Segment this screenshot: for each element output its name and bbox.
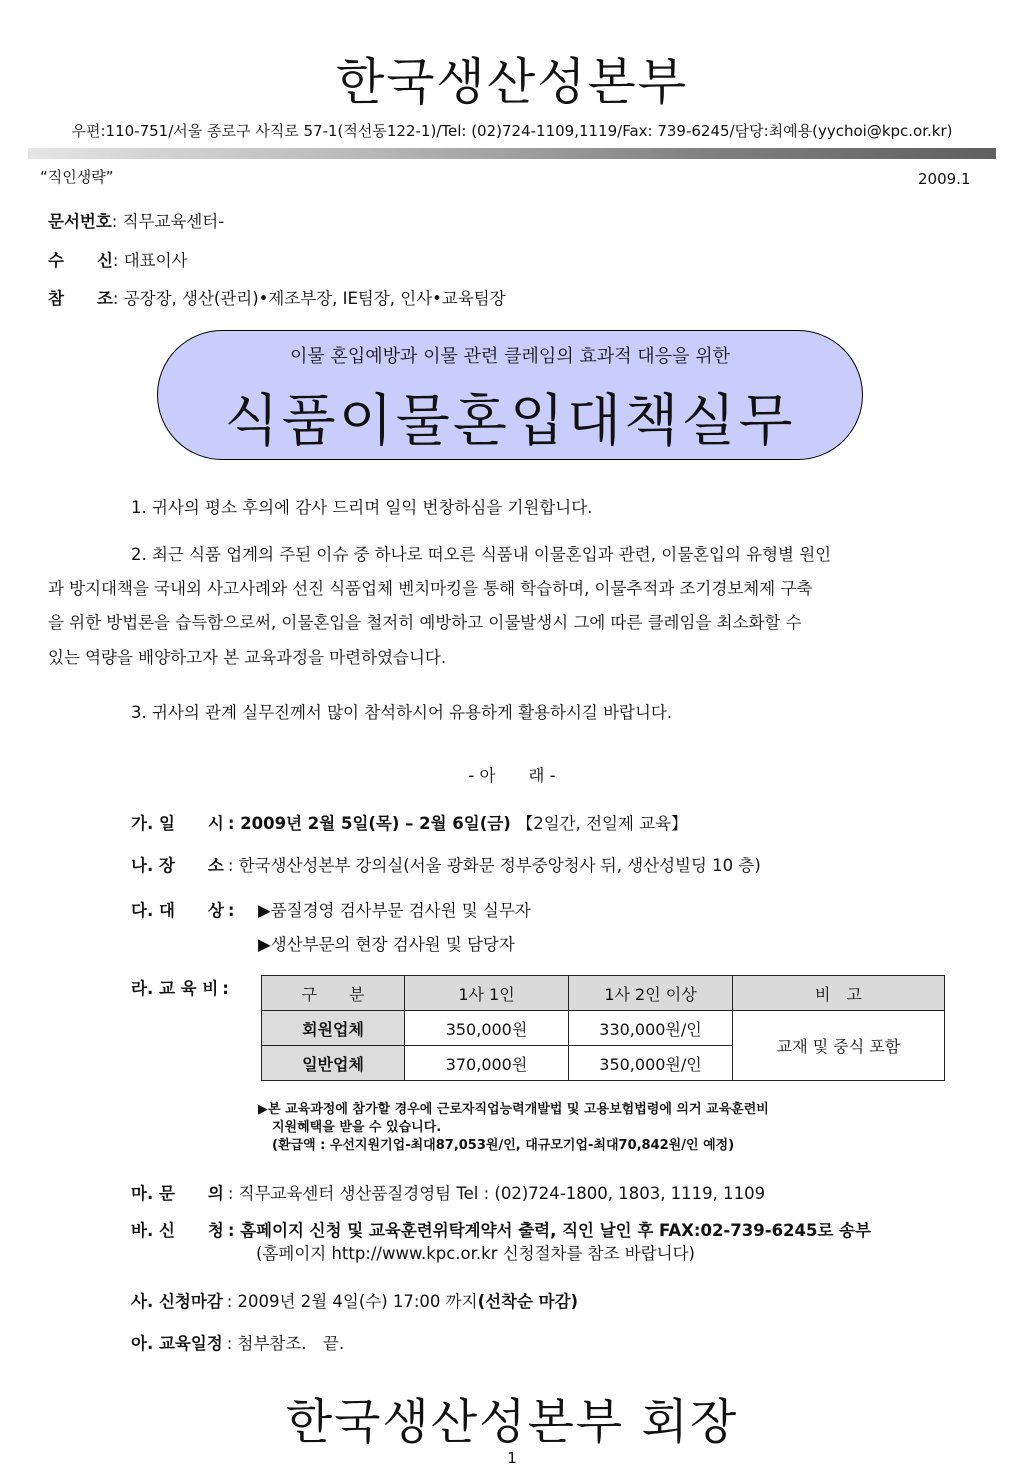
date-row	[131, 810, 688, 834]
table-row	[262, 1011, 945, 1046]
header-one-person: 1사 1인	[405, 976, 569, 1011]
recipient-value: : 대표이사	[112, 251, 188, 270]
fee-note-line-2: 지원혜택을 받을 수 있습니다.	[272, 1120, 442, 1135]
contact-value: : 직무교육센터 생산품질경영팀 Tel : (02)724-1800, 1803, 1119, 1109	[227, 1184, 766, 1203]
fee-remark: 교재 및 중식 포함	[733, 1011, 945, 1081]
fee-colon: :	[222, 979, 229, 998]
member-category: 회원업체	[262, 1011, 405, 1046]
place-value: : 한국생산성본부 강의실(서울 광화문 정부중앙청사 뒤, 생산성빌딩 10 층)	[227, 856, 761, 875]
paragraph-2-line-2: 과 방지대책을 국내외 사고사례와 선진 식품업체 벤치마킹을 통해 학습하며, 이물추적과 조기경보체제 구축	[48, 579, 813, 598]
apply-label: 바. 신 청	[131, 1221, 224, 1240]
header-category: 구 분	[262, 976, 405, 1011]
date-duration: 【2일간, 전일제 교육】	[516, 814, 688, 833]
member-two-plus-fee: 330,000원/인	[569, 1011, 733, 1046]
apply-value: : 홈페이지 신청 및 교육훈련위탁계약서 출력, 직인 날인 후 FAX:02-739-6245로 송부	[227, 1221, 872, 1240]
target-row	[131, 897, 234, 921]
deadline-first-come-note: (선착순 마감)	[477, 1292, 579, 1311]
seal-omitted-note: “직인생략”	[40, 168, 114, 186]
details-heading: - 아 래 -	[468, 766, 556, 785]
paragraph-3: 3. 귀사의 관계 실무진께서 많이 참석하시어 유용하게 활용하시길 바랍니다.	[131, 703, 673, 722]
doc-number-row	[48, 208, 224, 232]
fee-row	[131, 975, 229, 999]
fee-label: 라. 교 육 비	[131, 979, 219, 998]
course-subtitle: 이물 혼입예방과 이물 관련 클레임의 효과적 대응을 위한	[290, 346, 730, 367]
fee-note-line-1: ▶본 교육과정에 참가할 경우에 근로자직업능력개발법 및 고용보험법령에 의거 교육훈련비	[258, 1102, 769, 1117]
deadline-value: : 2009년 2월 4일(수) 17:00 까지	[226, 1292, 478, 1311]
recipient-label: 수 신	[48, 251, 113, 270]
page-number: 1	[507, 1449, 517, 1467]
general-one-person-fee: 370,000원	[405, 1046, 569, 1081]
contact-row	[131, 1180, 765, 1204]
schedule-value: : 첨부참조. 끝.	[226, 1334, 345, 1353]
paragraph-2-line-3: 을 위한 방법론을 습득함으로써, 이물혼입을 철저히 예방하고 이물발생시 그에 따른 클레임을 최소화할 수	[48, 613, 802, 632]
paragraph-1: 1. 귀사의 평소 후의에 감사 드리며 일익 번창하심을 기원합니다.	[131, 498, 593, 517]
paragraph-2-line-4: 있는 역량을 배양하고자 본 교육과정을 마련하였습니다.	[48, 648, 447, 667]
recipient-row	[48, 247, 187, 271]
general-two-plus-fee: 350,000원/인	[569, 1046, 733, 1081]
general-category: 일반업체	[262, 1046, 405, 1081]
member-one-person-fee: 350,000원	[405, 1011, 569, 1046]
issuer-signature: 한국생산성본부 회장	[285, 1394, 739, 1450]
schedule-row	[131, 1330, 344, 1354]
organization-address: 우편:110-751/서울 종로구 사직로 57-1(적선동122-1)/Tel: (02)724-1109,1119/Fax: 739-6245/담당:최예용(yychoi@kpc.or.kr)	[71, 122, 953, 140]
header-remark: 비 고	[733, 976, 945, 1011]
place-label: 나. 장 소	[131, 856, 224, 875]
deadline-label: 사. 신청마감	[131, 1292, 223, 1311]
paragraph-2-line-1: 2. 최근 식품 업계의 주된 이슈 중 하나로 떠오른 식품내 이물혼입과 관련, 이물혼입의 유형별 원인	[131, 545, 832, 564]
fee-table-header	[262, 976, 945, 1011]
target-item-1: ▶품질경영 검사부문 검사원 및 실무자	[258, 901, 531, 920]
reference-value: : 공장장, 생산(관리)•제조부장, IE팀장, 인사•교육팀장	[112, 289, 506, 308]
doc-number-label: 문서번호	[48, 212, 112, 231]
deadline-row	[131, 1288, 578, 1312]
doc-number-value: : 직무교육센터-	[111, 212, 225, 231]
target-label: 다. 대 상	[131, 901, 224, 920]
target-item-2: ▶생산부문의 현장 검사원 및 담당자	[258, 935, 515, 954]
reference-row	[48, 285, 506, 309]
fee-note-line-3: (환급액 : 우선지원기업-최대87,053원/인, 대규모기업-최대70,842원/인 예정)	[272, 1138, 735, 1153]
schedule-label: 아. 교육일정	[131, 1334, 223, 1353]
place-row	[131, 852, 761, 876]
course-title-banner	[157, 330, 863, 460]
date-label: 가. 일 시	[131, 814, 224, 833]
document-date: 2009.1	[918, 170, 971, 188]
reference-label: 참 조	[48, 289, 113, 308]
apply-row	[131, 1217, 871, 1241]
target-colon: :	[227, 901, 235, 920]
organization-title: 한국생산성본부	[335, 53, 689, 111]
header-divider	[28, 148, 996, 159]
header-two-plus: 1사 2인 이상	[569, 976, 733, 1011]
course-title: 식품이물혼입대책실무	[224, 389, 796, 454]
apply-homepage-note: (홈페이지 http://www.kpc.or.kr 신청절차를 참조 바랍니다)	[256, 1244, 695, 1263]
fee-table	[261, 975, 945, 1081]
date-value: : 2009년 2월 5일(목) – 2월 6일(금)	[227, 814, 511, 833]
contact-label: 마. 문 의	[131, 1184, 224, 1203]
